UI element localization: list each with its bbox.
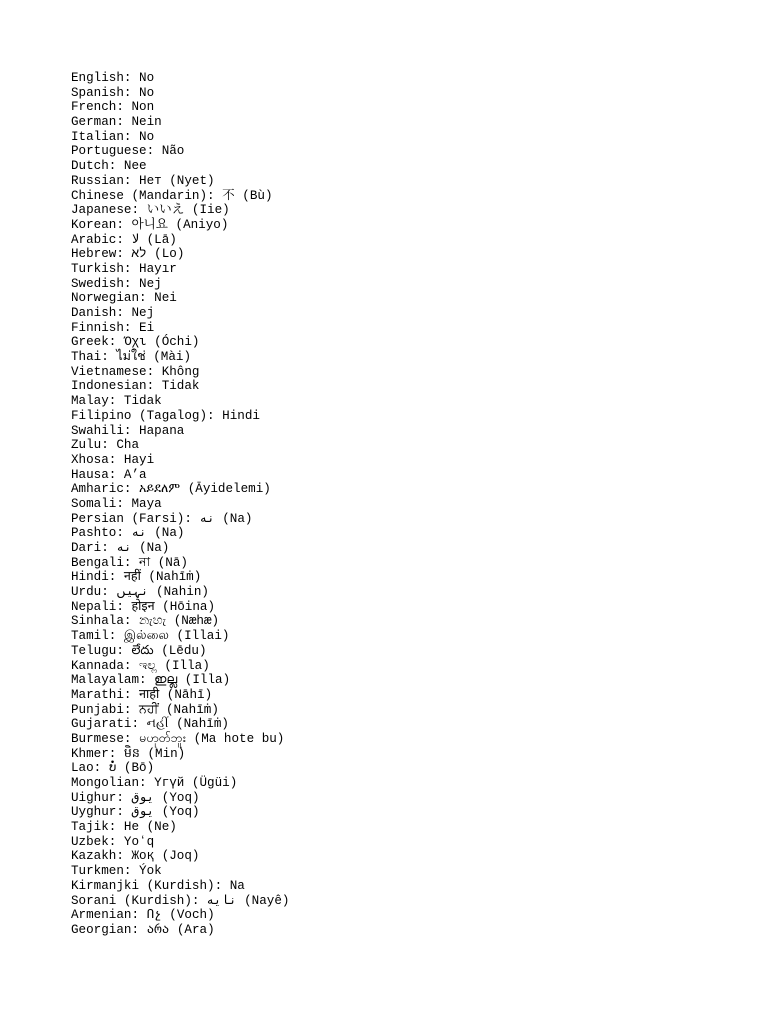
- translation-line: Punjabi: ਨਹੀਂ (Nahīṁ): [71, 702, 219, 717]
- translation-line: Norwegian: Nei: [71, 291, 177, 306]
- translation-line: Pashto: نه (Na): [71, 526, 185, 541]
- translation-line: Uyghur: يوق (Yoq): [71, 805, 200, 820]
- translation-line: Tamil: இல்லை (Illai): [71, 629, 230, 644]
- translation-line: Dutch: Nee: [71, 159, 147, 174]
- translation-line: Sorani (Kurdish): نایە (Nayê): [71, 893, 290, 908]
- document-page: [71, 71, 731, 938]
- translation-line: Vietnamese: Không: [71, 364, 200, 379]
- translation-line: Amharic: አይደለም (Āyidelemi): [71, 482, 271, 497]
- translation-line: Filipino (Tagalog): Hindi: [71, 408, 260, 423]
- translation-line: Kazakh: Жоқ (Joq): [71, 849, 200, 864]
- translation-line: Turkmen: Ýok: [71, 864, 162, 879]
- translation-line: Kannada: ಇಲ್ಲ (Illa): [71, 658, 210, 673]
- translation-line: Greek: Όχι (Óchi): [71, 335, 200, 350]
- translation-line: Georgian: არა (Ara): [71, 922, 215, 937]
- translation-line: Zulu: Cha: [71, 438, 140, 453]
- translation-line: Persian (Farsi): نه (Na): [71, 511, 253, 526]
- translation-line: English: No: [71, 71, 155, 85]
- translation-line: Swahili: Hapana: [71, 423, 185, 438]
- translation-line: Hindi: नहीं (Nahīṁ): [71, 570, 202, 585]
- translation-line: Dari: نه (Na): [71, 541, 170, 555]
- translation-line: Sinhala: නැහැ (Næhæ): [71, 614, 220, 629]
- translation-line: Telugu: లేదు (Lēdu): [71, 643, 207, 658]
- translation-line: Japanese: いいえ (Iie): [71, 203, 230, 218]
- translation-line: Thai: ไม่ใช่ (Mài): [71, 350, 192, 365]
- translation-line: Malay: Tidak: [71, 394, 162, 409]
- translation-line: Kirmanjki (Kurdish): Na: [71, 878, 245, 893]
- translation-line: Swedish: Nej: [71, 276, 162, 291]
- translation-line: Turkish: Hayır: [71, 261, 177, 276]
- translation-line: Armenian: Ոչ (Voch): [71, 908, 215, 923]
- translation-line: Tajik: Не (Ne): [71, 820, 177, 835]
- translation-line: German: Nein: [71, 115, 162, 130]
- translation-line: Malayalam: ഇല്ല (Illa): [71, 673, 231, 688]
- translation-line: French: Non: [71, 100, 155, 115]
- translation-line: Korean: 아니요 (Aniyo): [71, 217, 229, 232]
- translation-line: Bengali: না (Nā): [71, 555, 188, 570]
- translation-line: Spanish: No: [71, 85, 155, 100]
- translation-line: Indonesian: Tidak: [71, 379, 200, 394]
- translation-line: Gujarati: નહીં (Nahīṁ): [71, 717, 229, 732]
- translation-line: Finnish: Ei: [71, 320, 155, 335]
- translation-line: Danish: Nej: [71, 306, 155, 320]
- translation-line: Portuguese: Não: [71, 144, 185, 159]
- translation-line: Marathi: नाही (Nāhī): [71, 687, 213, 702]
- translation-line: Xhosa: Hayi: [71, 452, 155, 467]
- translation-line: Italian: No: [71, 129, 155, 144]
- translation-line: Nepali: होइन (Hōina): [71, 599, 216, 614]
- translation-line: Uzbek: Yoʻq: [71, 834, 155, 849]
- translation-line: Urdu: نہیں (Nahin): [71, 585, 209, 600]
- translation-line: Burmese: မဟုတ်ဘူး (Ma hote bu): [71, 731, 285, 746]
- translation-line: Somali: Maya: [71, 496, 162, 511]
- translation-line: Uighur: يوق (Yoq): [71, 790, 200, 805]
- translation-line: Russian: Нет (Nyet): [71, 173, 215, 188]
- translation-line: Chinese (Mandarin): 不 (Bù): [71, 188, 273, 203]
- translation-line: Khmer: មិន (Min): [71, 746, 186, 761]
- translation-line: Hebrew: לא (Lo): [71, 247, 185, 262]
- translation-list: [71, 71, 731, 938]
- translation-line: Hausa: A’a: [71, 467, 147, 482]
- translation-line: Arabic: لا (Lā): [71, 232, 177, 247]
- translation-line: Lao: ບໍ່ (Bō): [71, 761, 155, 776]
- translation-line: Mongolian: Үгүй (Ügüi): [71, 776, 238, 790]
